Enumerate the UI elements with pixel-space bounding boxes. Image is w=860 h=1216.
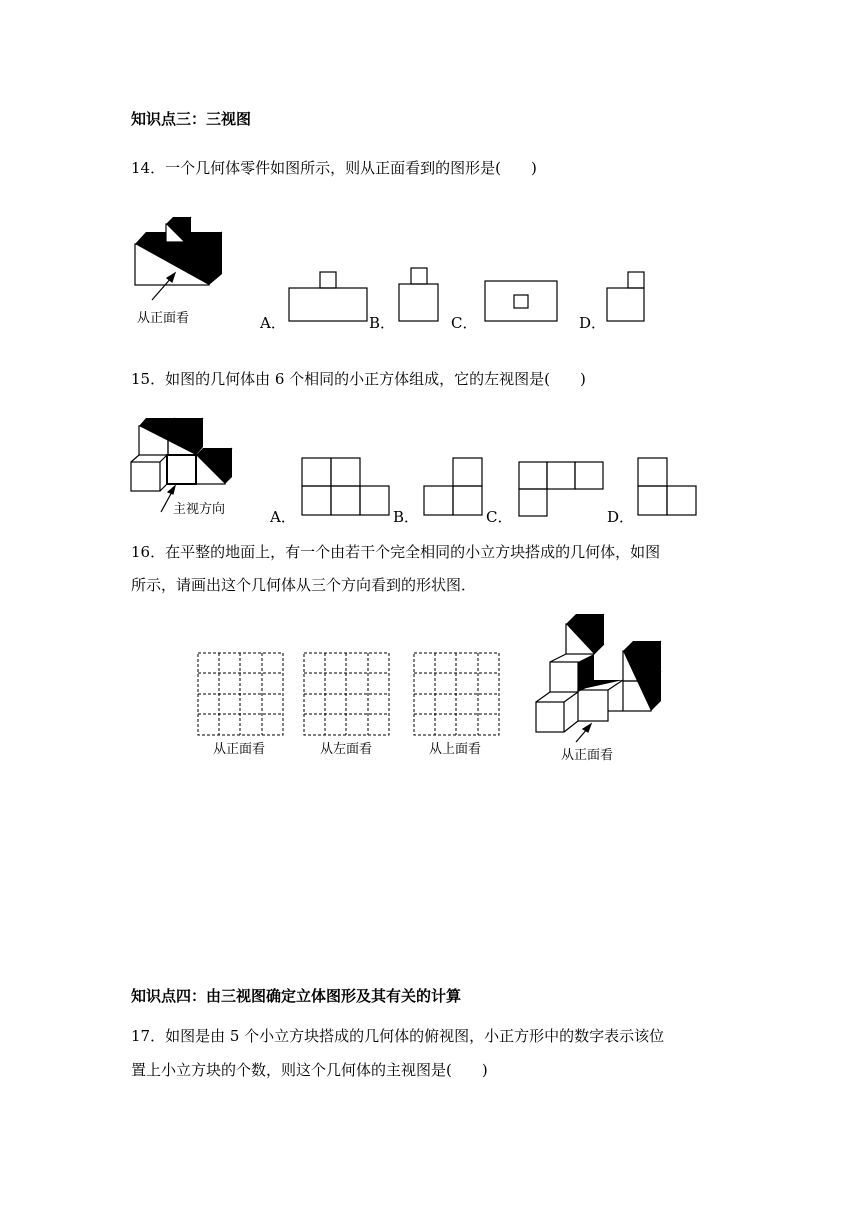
question-16-text-line1: 16．在平整的地面上，有一个由若干个完全相同的小立方块搭成的几何体，如图 — [131, 543, 661, 561]
q16-grid-caption-left: 从左面看 — [320, 742, 373, 757]
q16-grid-caption-front: 从正面看 — [213, 742, 266, 757]
question-17-text-line1: 17．如图是由 5 个小立方块搭成的几何体的俯视图，小正方形中的数字表示该位 — [131, 1027, 665, 1045]
q15-option-b-label: B． — [393, 508, 420, 526]
section-heading: 知识点三：三视图 — [131, 110, 252, 128]
q16-figure-caption: 从正面看 — [561, 748, 614, 763]
q15-option-a-label: A． — [270, 508, 296, 526]
q15-option-d-label: D． — [607, 508, 635, 526]
question-14-text: 14．一个几何体零件如图所示，则从正面看到的图形是( ) — [131, 159, 537, 177]
question-15-text: 15．如图的几何体由 6 个相同的小正方体组成，它的左视图是( ) — [131, 370, 586, 388]
q14-option-d-label: D． — [579, 314, 607, 332]
q16-grid-caption-top: 从上面看 — [429, 742, 482, 757]
q15-option-c-label: C． — [486, 508, 513, 526]
q14-option-b-label: B． — [369, 314, 396, 332]
question-17-text-line2: 置上小立方块的个数，则这个几何体的主视图是( ) — [131, 1061, 488, 1079]
q14-figure-caption: 从正面看 — [137, 311, 190, 326]
q15-figure-caption: 主视方向 — [173, 502, 226, 517]
question-16-text-line2: 所示，请画出这个几何体从三个方向看到的形状图． — [131, 576, 477, 594]
q14-option-a-label: A． — [260, 314, 286, 332]
q14-option-c-label: C． — [451, 314, 478, 332]
section-heading: 知识点四：由三视图确定立体图形及其有关的计算 — [131, 987, 462, 1005]
